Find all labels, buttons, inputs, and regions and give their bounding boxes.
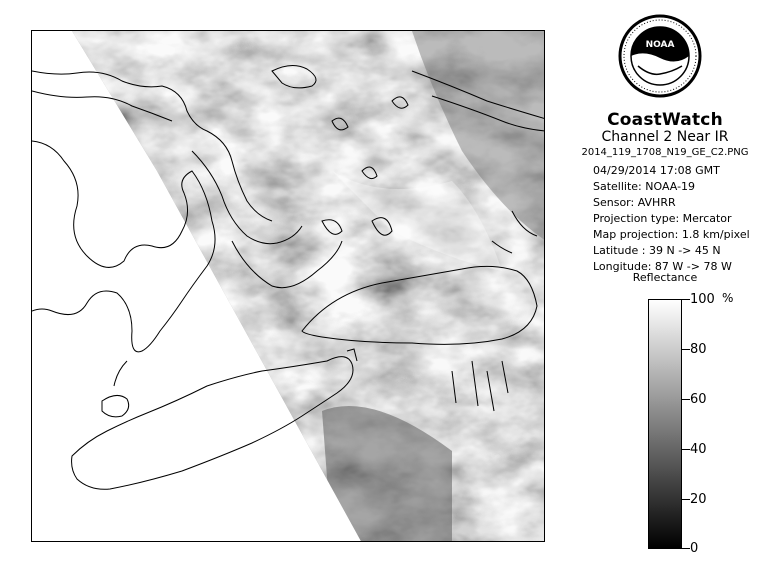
- legend-unit: %: [722, 291, 734, 305]
- datetime-label: 04/29/2014 17:08 GMT: [593, 164, 720, 177]
- channel-label: Channel 2 Near IR: [601, 129, 729, 145]
- latitude-label: Latitude : 39 N -> 45 N: [593, 244, 721, 257]
- tick-80: [682, 349, 690, 350]
- tick-0: [682, 548, 690, 549]
- tick-20: [682, 499, 690, 500]
- coastwatch-title: CoastWatch: [607, 110, 723, 130]
- reflectance-colorbar: [648, 299, 682, 549]
- filename-label: 2014_119_1708_N19_GE_C2.PNG: [581, 147, 749, 158]
- sensor-label: Sensor: AVHRR: [593, 196, 676, 209]
- noaa-logo: [618, 14, 702, 98]
- satellite-map[interactable]: [31, 30, 545, 542]
- tick-label-100: 100: [690, 292, 715, 307]
- noaa-seal-icon: [618, 14, 702, 98]
- tick-60: [682, 399, 690, 400]
- tick-label-20: 20: [690, 492, 707, 507]
- satellite-swath: [32, 31, 545, 542]
- tick-label-60: 60: [690, 392, 707, 407]
- tick-label-80: 80: [690, 342, 707, 357]
- map-projection-label: Map projection: 1.8 km/pixel: [593, 228, 750, 241]
- tick-40: [682, 449, 690, 450]
- tick-100: [682, 299, 690, 300]
- map-canvas: [32, 31, 545, 542]
- satellite-label: Satellite: NOAA-19: [593, 180, 696, 193]
- tick-label-40: 40: [690, 442, 707, 457]
- legend-title: Reflectance: [632, 271, 698, 284]
- projection-type-label: Projection type: Mercator: [593, 212, 732, 225]
- longitude-label: Longitude: 87 W -> 78 W: [593, 260, 732, 273]
- svg-text:NOAA: NOAA: [645, 40, 675, 50]
- tick-label-0: 0: [690, 541, 699, 556]
